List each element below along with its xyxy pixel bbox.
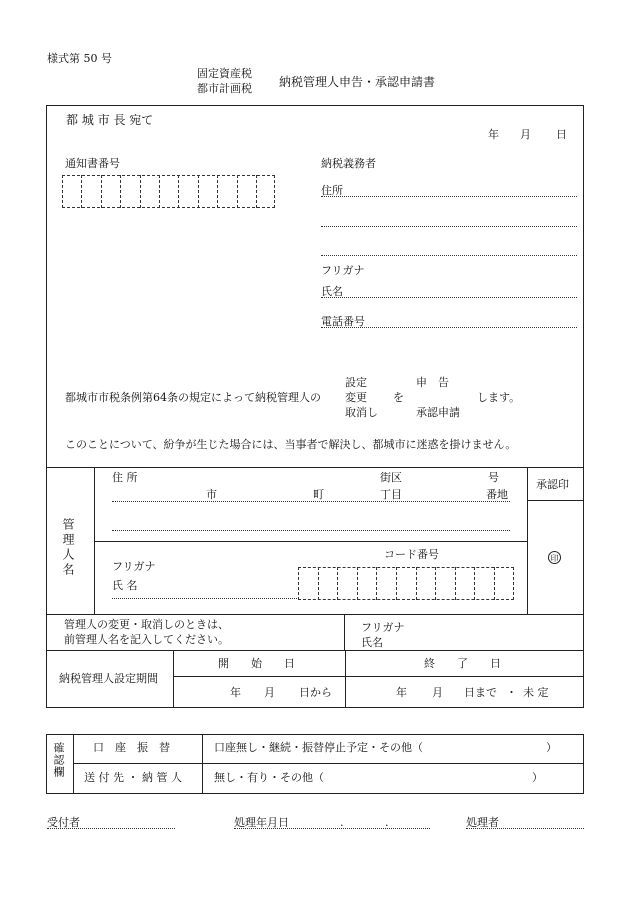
processor-line[interactable] [466, 828, 584, 829]
notice-number-label: 通知書番号 [65, 157, 120, 170]
taxpayer-address-line-2[interactable] [321, 226, 577, 227]
code-boxes-cell-divider [376, 567, 377, 600]
frame-right [583, 105, 584, 708]
declaration-suffix: します。 [477, 391, 521, 404]
prev-manager-note-2: 前管理人名を記入してください。 [64, 633, 229, 646]
manager-furigana-label: フリガナ [112, 560, 156, 573]
code-boxes-cell-divider [435, 567, 436, 600]
manager-code-label: コード番号 [384, 548, 439, 561]
confirm-label-divider [202, 734, 203, 794]
receiver-line[interactable] [47, 828, 175, 829]
manager-banchi-label: 番地 [486, 488, 508, 501]
taxpayer-address-line-1[interactable] [321, 196, 577, 197]
period-section-top [46, 650, 584, 651]
code-boxes-frame[interactable] [298, 567, 514, 600]
confirm-bottom [46, 793, 584, 794]
confirm-right [583, 734, 584, 794]
code-boxes-cell-divider [337, 567, 338, 600]
period-end-month: 月 [432, 686, 443, 699]
tax-type-city-planning: 都市計画税 [197, 82, 252, 95]
processed-date-dot-1: . [340, 816, 344, 829]
notice-boxes-cell-divider [101, 175, 102, 208]
date-month-label: 月 [520, 128, 531, 141]
confirm-row1-value[interactable]: 口座無し・継続・振替停止予定・その他（ [214, 741, 423, 754]
manager-city-label: 市 [206, 488, 217, 501]
option-set[interactable]: 設定 [345, 376, 367, 389]
manager-address-line-1[interactable] [112, 501, 510, 502]
taxpayer-address-line-3[interactable] [321, 255, 577, 256]
frame-bottom [46, 707, 584, 708]
seal-column-divider [527, 467, 528, 615]
form-number: 様式第 50 号 [47, 52, 112, 65]
period-start-year: 年 [230, 686, 241, 699]
period-start-month: 月 [264, 686, 275, 699]
prev-manager-furigana-label: フリガナ [361, 621, 405, 634]
notice-boxes-cell-divider [217, 175, 218, 208]
notice-boxes-frame[interactable] [62, 175, 275, 208]
taxpayer-phone-line[interactable] [321, 327, 577, 328]
code-boxes-cell-divider [474, 567, 475, 600]
frame-left [46, 105, 47, 708]
manager-side-label: 管理人名 [61, 518, 75, 578]
manager-chome-label: 丁目 [380, 488, 402, 501]
notice-boxes-cell-divider [140, 175, 141, 208]
prev-manager-name-label: 氏名 [361, 636, 383, 649]
approval-seal-label: 承認印 [536, 478, 569, 491]
manager-name-label: 氏 名 [112, 579, 138, 592]
notice-boxes-cell-divider [120, 175, 121, 208]
confirm-row2-value[interactable]: 無し・有り・その他（ [214, 771, 324, 784]
code-boxes-cell-divider [396, 567, 397, 600]
code-boxes-cell-divider [494, 567, 495, 600]
receiver-label: 受付者 [47, 816, 80, 829]
addressee: 都 城 市 長 宛て [66, 113, 154, 127]
taxpayer-phone-label: 電話番号 [321, 315, 365, 328]
manager-name-line[interactable] [112, 598, 297, 599]
period-end-day-until: 日まで [464, 686, 497, 699]
option-cancel[interactable]: 取消し [345, 406, 378, 419]
notice-boxes-cell-divider [81, 175, 82, 208]
manager-address-line-2[interactable] [112, 530, 510, 531]
manager-go-label: 号 [488, 471, 499, 484]
date-day-label: 日 [556, 128, 567, 141]
taxpayer-address-label: 住所 [321, 184, 343, 197]
confirm-row2-close: ） [532, 771, 543, 784]
manager-address-label: 住 所 [112, 471, 138, 484]
confirm-left [46, 734, 47, 794]
manager-street-label: 街区 [380, 471, 402, 484]
period-label-divider [173, 650, 174, 708]
taxpayer-furigana-label: フリガナ [321, 264, 365, 277]
declaration-particle: を [393, 391, 404, 404]
manager-town-label: 町 [313, 488, 324, 501]
prev-manager-note-1: 管理人の変更・取消しのときは、 [64, 618, 229, 631]
tax-type-fixed-asset: 固定資産税 [197, 67, 252, 80]
confirm-side-divider [73, 734, 74, 794]
taxpayer-name-label: 氏名 [321, 285, 343, 298]
option-change[interactable]: 変更 [345, 391, 367, 404]
notice-boxes-cell-divider [159, 175, 160, 208]
confirm-row2-label: 送 付 先 ・ 納 管 人 [84, 771, 182, 784]
manager-section-top [46, 467, 584, 468]
declaration-statement: このことについて、紛争が生じた場合には、当事者で解決し、都城市に迷惑を掛けません。 [65, 438, 517, 451]
taxpayer-section-label: 納税義務者 [321, 157, 376, 170]
confirm-row-divider [73, 763, 584, 764]
confirm-side-label: 確認欄 [52, 742, 65, 778]
notice-boxes-cell-divider [237, 175, 238, 208]
notice-boxes-cell-divider [198, 175, 199, 208]
manager-address-bottom [94, 541, 527, 542]
notice-boxes-cell-divider [256, 175, 257, 208]
code-boxes-cell-divider [416, 567, 417, 600]
notice-boxes-cell-divider [178, 175, 179, 208]
confirm-row1-close: ） [546, 741, 557, 754]
period-start-end-divider [345, 650, 346, 708]
processed-date-dot-2: . [385, 816, 389, 829]
period-end-label: 終 了 日 [424, 657, 501, 670]
code-boxes-cell-divider [318, 567, 319, 600]
option-report[interactable]: 申 告 [416, 376, 449, 389]
period-header-line [173, 676, 584, 677]
period-start-day-from: 日から [299, 686, 332, 699]
processor-label: 処理者 [466, 816, 499, 829]
manager-section-bottom [46, 614, 584, 615]
period-end-year: 年 [396, 686, 407, 699]
option-apply[interactable]: 承認申請 [416, 406, 460, 419]
code-boxes-cell-divider [357, 567, 358, 600]
confirm-row1-label: 口 座 振 替 [93, 741, 170, 754]
period-separator: ・ [506, 686, 517, 699]
period-undecided-option[interactable]: 未 定 [523, 686, 549, 699]
declaration-prefix: 都城市市税条例第64条の規定によって納税管理人の [65, 391, 321, 404]
period-start-label: 開 始 日 [218, 657, 295, 670]
code-boxes-cell-divider [455, 567, 456, 600]
seal-header-line [527, 500, 584, 501]
taxpayer-name-line[interactable] [321, 297, 577, 298]
frame-top [46, 105, 584, 106]
processed-date-label: 処理年月日 [234, 816, 289, 829]
confirm-top [46, 734, 584, 735]
seal-mark-icon: 印 [548, 551, 561, 564]
processed-date-line[interactable] [234, 828, 430, 829]
prev-manager-divider [344, 614, 345, 650]
date-year-label: 年 [488, 128, 499, 141]
form-title: 納税管理人申告・承認申請書 [279, 75, 436, 89]
period-label: 納税管理人設定期間 [59, 672, 158, 685]
